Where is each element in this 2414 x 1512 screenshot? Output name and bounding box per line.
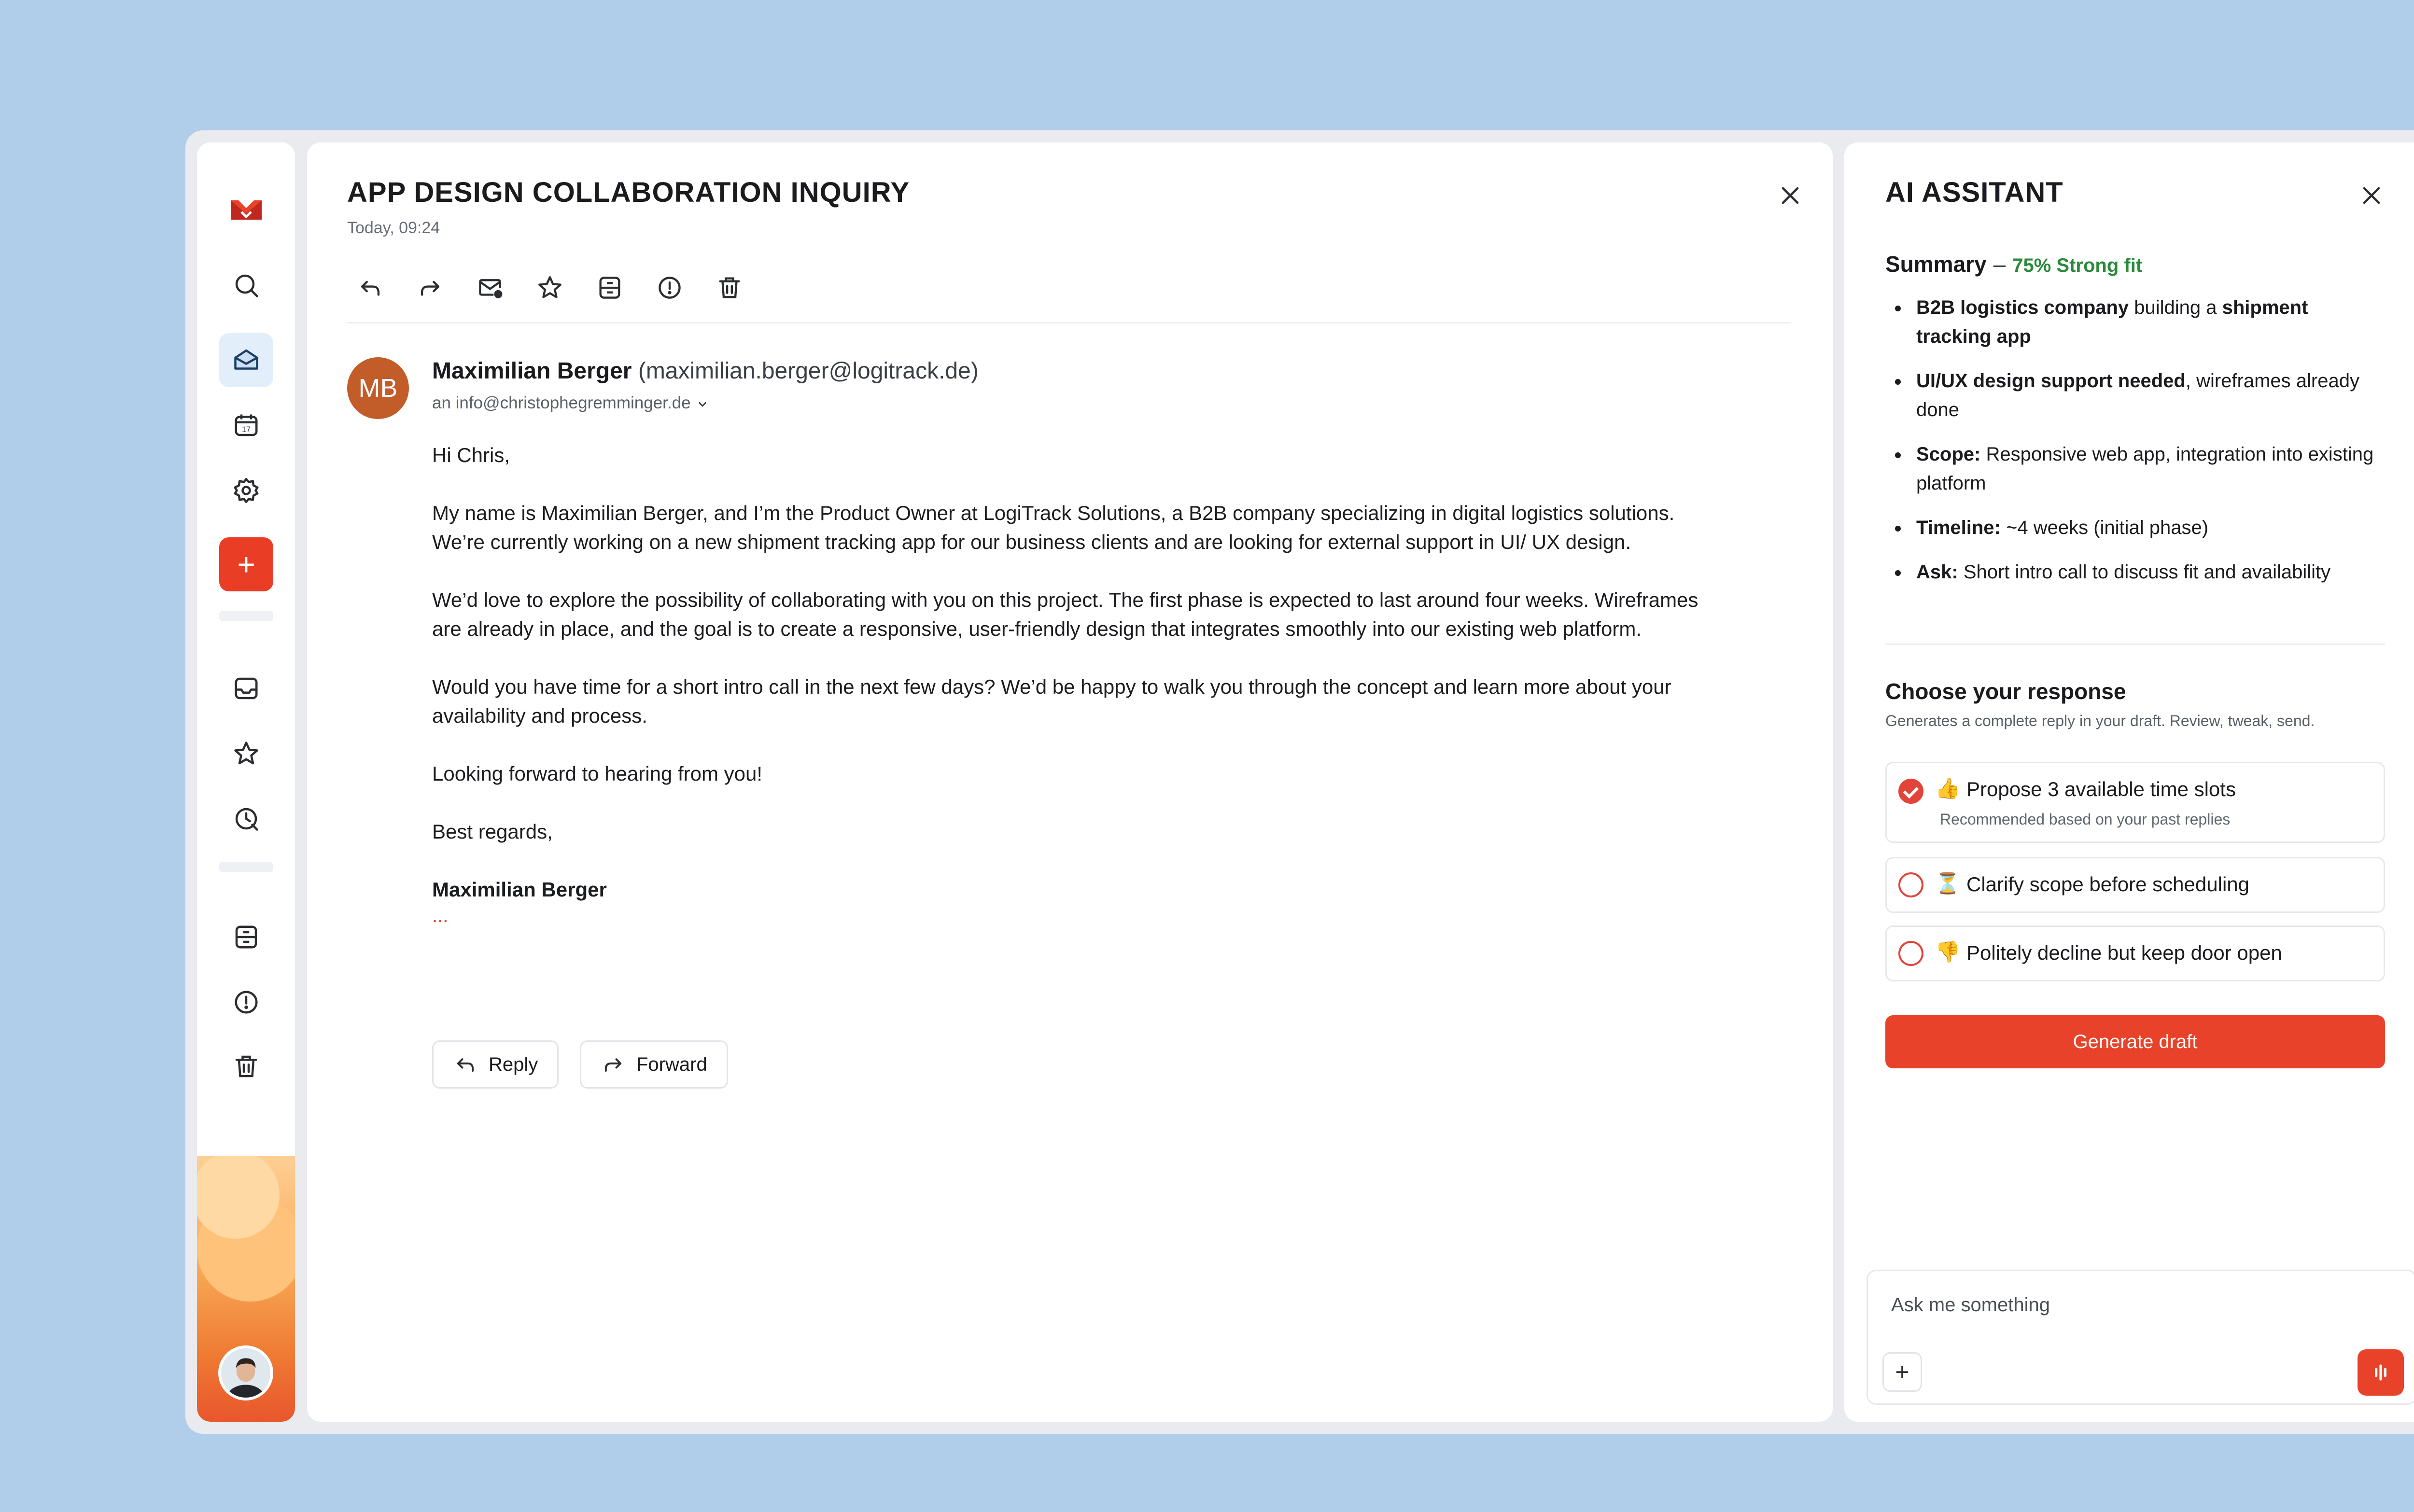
sidebar-divider: [219, 611, 273, 621]
option-label: Clarify scope before scheduling: [1966, 873, 2249, 896]
star-icon: [536, 274, 564, 302]
ask-box: [1867, 1270, 2414, 1405]
option-sublabel: Recommended based on your past replies: [1940, 811, 2231, 828]
ai-assistant-panel: [1844, 142, 2414, 1422]
inbox-button[interactable]: [219, 333, 273, 387]
star-button[interactable]: [535, 273, 565, 303]
option-label: Propose 3 available time slots: [1966, 778, 2236, 800]
gear-icon: [232, 476, 261, 505]
delete-button[interactable]: [715, 273, 744, 303]
toolbar-divider: [347, 322, 1791, 323]
summary-item: Timeline: ~4 weeks (initial phase): [1885, 513, 2378, 542]
archive-icon: [232, 923, 261, 952]
snoozed-button[interactable]: [219, 792, 273, 846]
compose-button[interactable]: +: [219, 537, 273, 591]
email-view: [307, 142, 1833, 1422]
summary-heading: [1885, 251, 2142, 277]
trash-button[interactable]: [219, 1039, 273, 1093]
report-spam-button[interactable]: [655, 273, 685, 303]
email-paragraph: Looking forward to hearing from you!: [432, 762, 763, 785]
archive-icon: [596, 274, 624, 302]
hourglass-icon: ⏳: [1935, 872, 1961, 895]
spam-button[interactable]: [219, 975, 273, 1029]
forward-button[interactable]: [415, 273, 445, 303]
forward-label: Forward: [636, 1053, 707, 1075]
calendar-icon: [232, 411, 261, 440]
starred-button[interactable]: [219, 727, 273, 781]
forward-icon: [416, 274, 444, 302]
user-photo-icon: [221, 1348, 270, 1398]
trash-icon: [716, 274, 744, 302]
mail-unread-icon: [476, 274, 504, 302]
alert-icon: [232, 988, 261, 1017]
radio-unchecked[interactable]: [1898, 941, 1923, 966]
choose-response-title: Choose your response: [1885, 679, 2126, 704]
inbox-icon: [232, 346, 261, 375]
summary-item: UI/UX design support needed, wireframes already done: [1885, 366, 2378, 424]
clock-icon: [232, 804, 261, 833]
sender-info: [432, 358, 979, 384]
recipient-dropdown[interactable]: [432, 393, 710, 413]
thumbs-down-icon: 👎: [1935, 940, 1961, 963]
radio-checked[interactable]: [1898, 779, 1923, 804]
alert-icon: [656, 274, 684, 302]
forward-button[interactable]: [580, 1040, 728, 1089]
summary-list: [1885, 293, 2378, 602]
email-paragraph: Would you have time for a short intro call in the next few days? We’d be happy to walk you through the concept and learn more about your availability and process.: [432, 675, 1671, 727]
settings-button[interactable]: [219, 463, 273, 518]
email-paragraph: We’d love to explore the possibility of collaborating with you on this project. The first phase is expected to last around four weeks. Wireframes are already in place, and the goal is to create a responsive, user-friendly design that integrates smoothly into our existing web platform.: [432, 588, 1698, 640]
reply-button[interactable]: [432, 1040, 559, 1089]
reply-button[interactable]: [355, 273, 385, 303]
summary-dash: –: [1993, 252, 2006, 277]
summary-item: Scope: Responsive web app, integration into existing platform: [1885, 440, 2378, 498]
response-option[interactable]: [1885, 925, 2385, 981]
section-divider: [1885, 644, 2385, 645]
sender-email[interactable]: (maximilian.berger@logitrack.de): [638, 358, 979, 384]
email-paragraph: My name is Maximilian Berger, and I’m the Product Owner at LogiTrack Solutions, a B2B company specializing in digital logistics solutions. We’re currently working on a new shipment tracking app for our business clients and are looking for external support in UI/ UX design.: [432, 502, 1675, 553]
response-option[interactable]: [1885, 857, 2385, 913]
tray-button[interactable]: [219, 661, 273, 715]
email-body: [432, 441, 1707, 925]
email-toolbar: [355, 273, 744, 303]
summary-label: Summary: [1885, 252, 1987, 277]
radio-unchecked[interactable]: [1898, 872, 1923, 897]
summary-item: B2B logistics company building a shipment tracking app: [1885, 293, 2378, 351]
option-label: Politely decline but keep door open: [1966, 941, 2282, 964]
calendar-button[interactable]: [219, 398, 273, 452]
audio-wave-icon: [2367, 1359, 2394, 1386]
trash-icon: [232, 1052, 261, 1081]
archive-button[interactable]: [219, 910, 273, 964]
reply-label: Reply: [489, 1053, 538, 1075]
fit-score: 75% Strong fit: [2012, 255, 2143, 276]
ask-input[interactable]: [1891, 1294, 2374, 1316]
choose-response-subtitle: Generates a complete reply in your draft. Review, tweak, send.: [1885, 712, 2315, 729]
ai-panel-title: AI ASSITANT: [1885, 177, 2063, 208]
email-date: Today, 09:24: [347, 219, 440, 237]
reply-icon: [453, 1052, 478, 1077]
recipient-address: an info@christophegremminger.de: [432, 393, 691, 412]
email-greeting: Hi Chris,: [432, 444, 510, 466]
reply-icon: [356, 274, 384, 302]
tray-icon: [232, 674, 261, 703]
app-window: [185, 130, 2414, 1434]
generate-draft-button[interactable]: Generate draft: [1885, 1015, 2385, 1068]
star-icon: [232, 739, 261, 768]
close-icon[interactable]: [1776, 181, 1805, 210]
mark-unread-button[interactable]: [475, 273, 505, 303]
chevron-down-icon: [695, 397, 710, 411]
sender-name: Maximilian Berger: [432, 358, 632, 384]
close-icon[interactable]: [2357, 181, 2386, 210]
user-avatar[interactable]: [218, 1345, 273, 1400]
show-trimmed-content[interactable]: ...: [432, 905, 449, 926]
sidebar-divider: [219, 862, 273, 872]
sender-avatar: MB: [347, 357, 409, 419]
app-logo[interactable]: [229, 196, 264, 224]
search-icon: [232, 271, 261, 300]
svg-text:17: 17: [241, 425, 251, 434]
thumbs-up-icon: 👍: [1935, 777, 1961, 799]
email-subject: APP DESIGN COLLABORATION INQUIRY: [347, 177, 910, 208]
forward-icon: [601, 1052, 626, 1077]
voice-button[interactable]: [2358, 1349, 2404, 1396]
archive-button[interactable]: [595, 273, 625, 303]
response-option[interactable]: [1885, 762, 2385, 843]
email-closing: Best regards,: [432, 820, 553, 843]
summary-item: Ask: Short intro call to discuss fit and availability: [1885, 558, 2378, 587]
left-sidebar: [197, 142, 295, 1422]
attach-button[interactable]: +: [1882, 1352, 1922, 1392]
search-button[interactable]: [219, 258, 273, 312]
email-signature: Maximilian Berger: [432, 878, 607, 901]
